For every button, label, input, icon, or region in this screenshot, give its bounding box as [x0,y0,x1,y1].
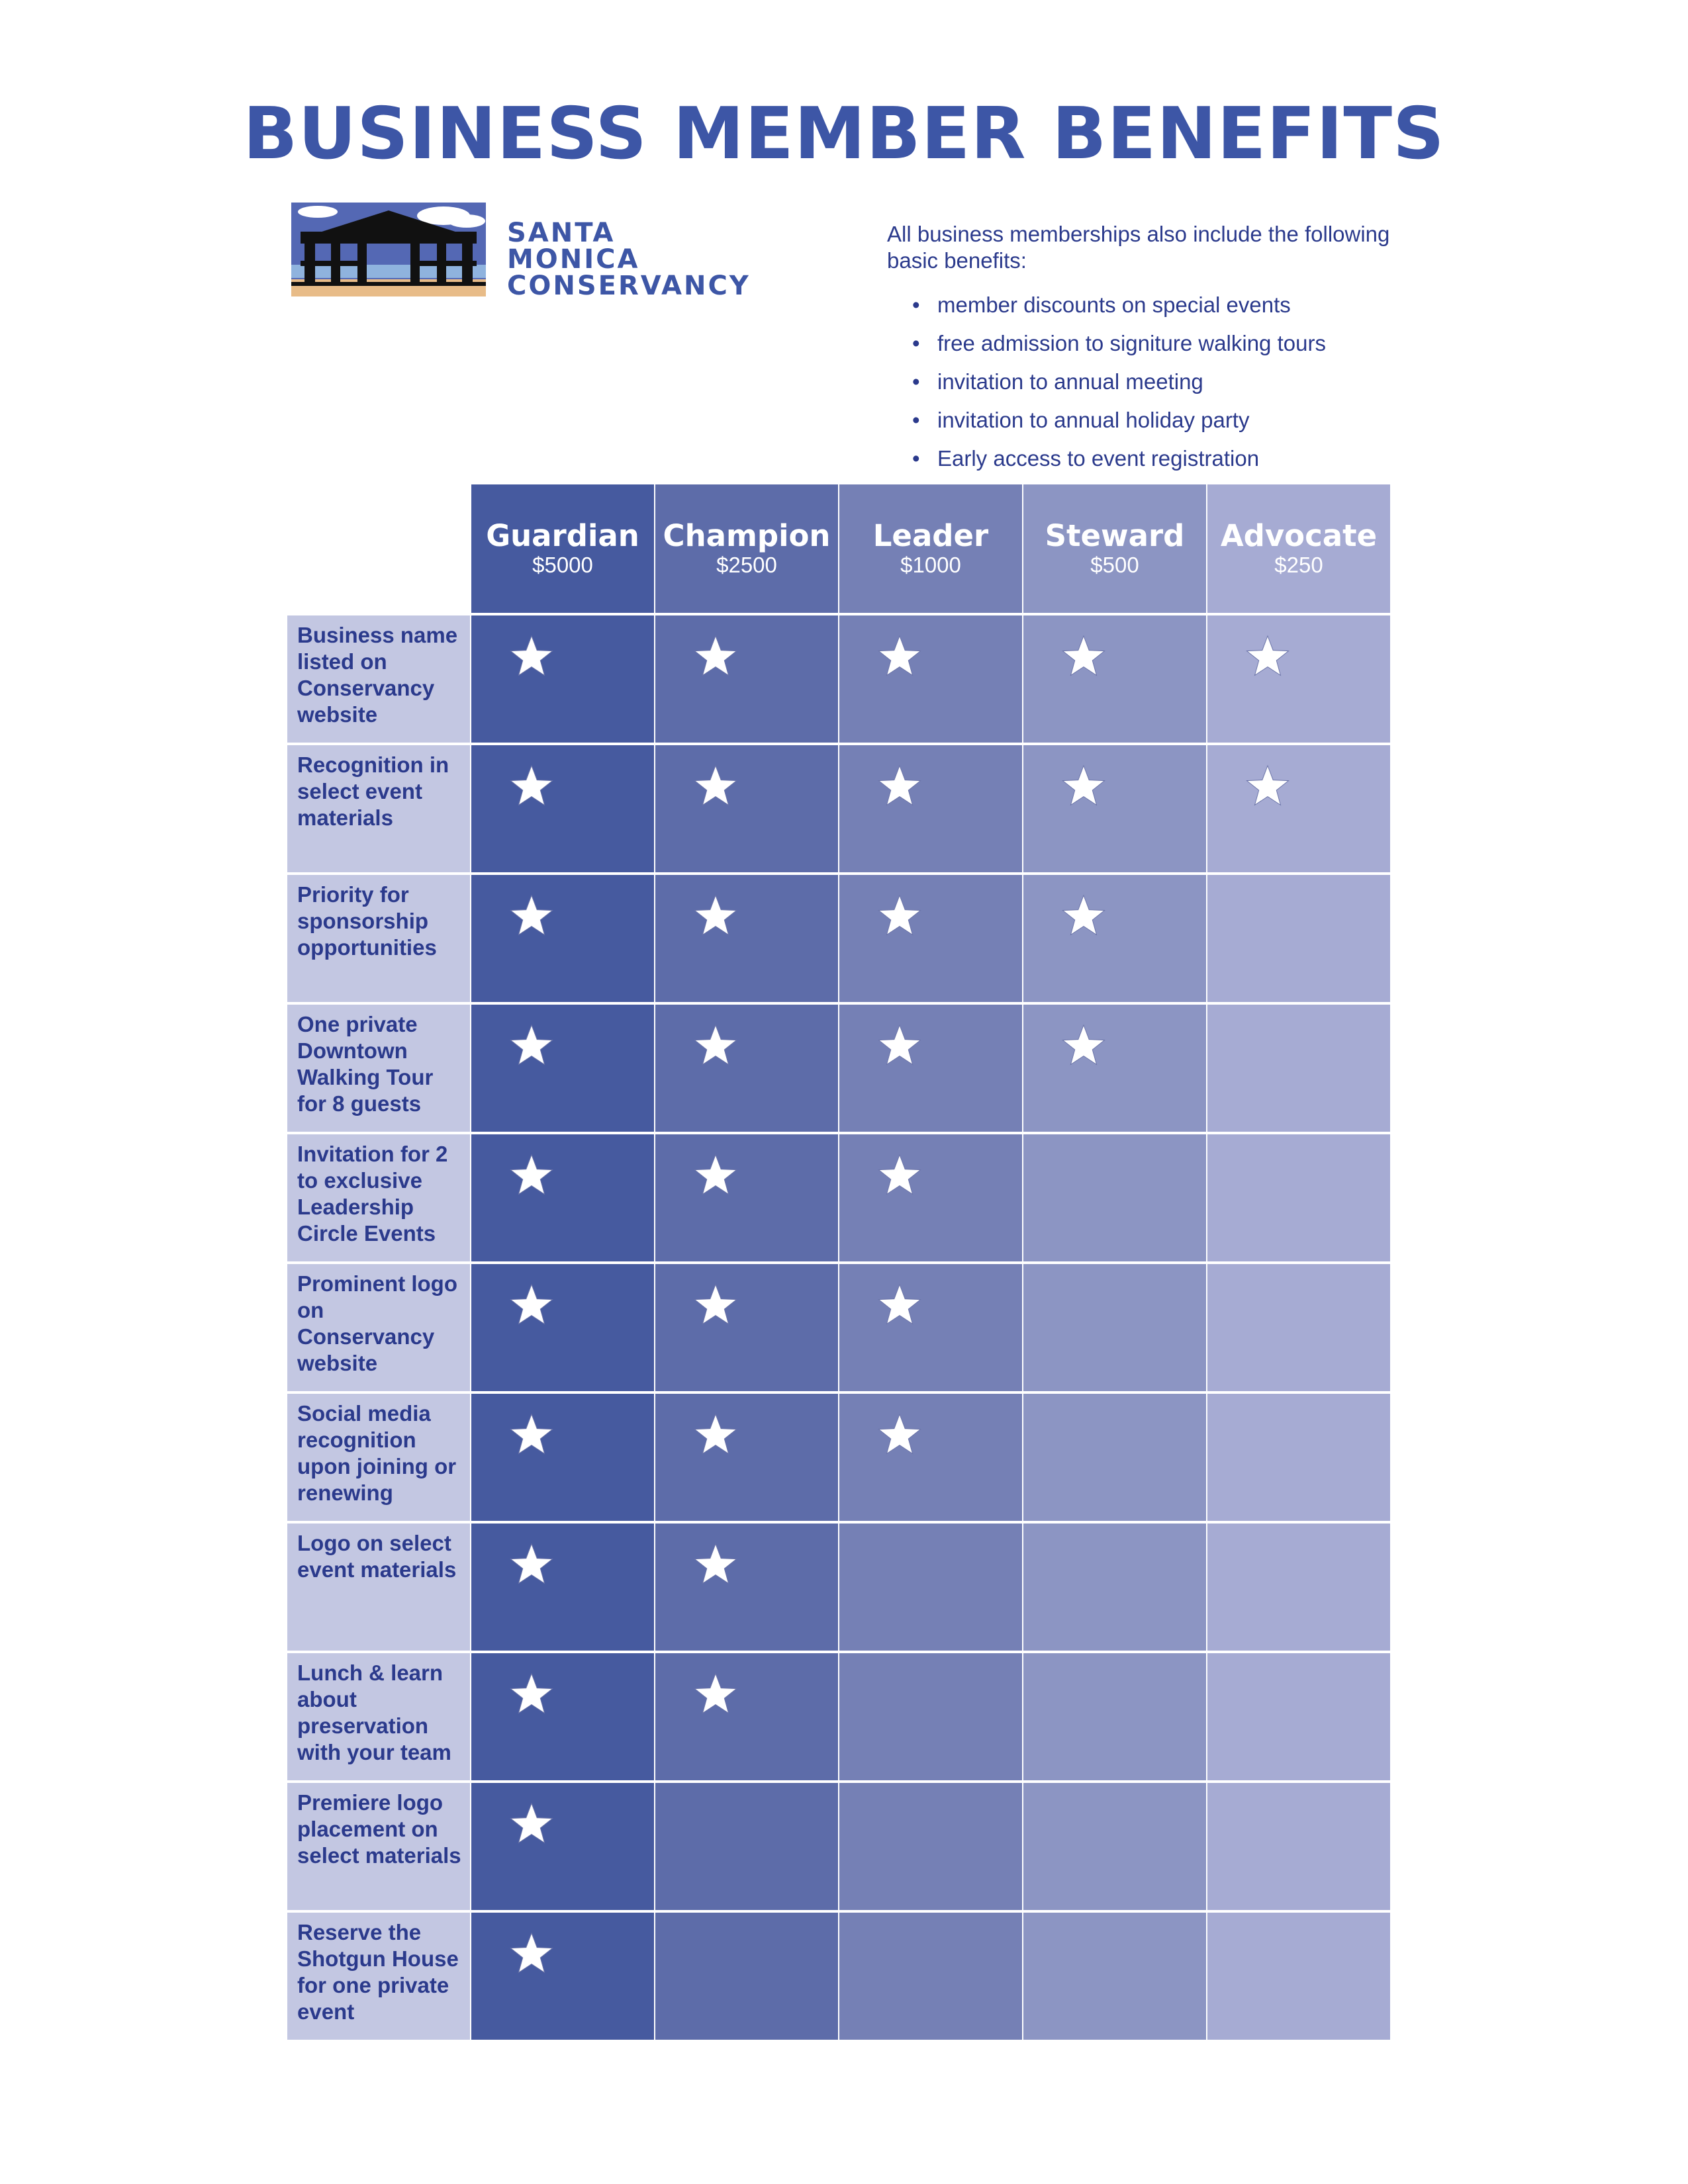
benefit-cell [655,1264,838,1391]
benefit-cell [839,1005,1022,1132]
benefit-cell [1207,1134,1390,1261]
benefit-cell [839,1524,1022,1651]
benefit-cell [1023,1524,1206,1651]
benefit-cell [1023,875,1206,1002]
star-icon [508,1412,555,1459]
benefit-label: Logo on select event materials [287,1524,470,1651]
star-icon [508,1023,555,1069]
tier-header-leader [839,484,1022,613]
benefit-cell [1207,1913,1390,2040]
star-icon [692,1672,739,1718]
star-icon [508,1153,555,1199]
benefit-label: Premiere logo placement on select materials [287,1783,470,1910]
star-icon [1244,634,1291,680]
logo-line-2: CONSERVANCY [507,271,751,301]
benefit-cell [655,875,838,1002]
benefit-cell [655,1134,838,1261]
benefits-table [287,484,1391,2066]
star-icon [1060,634,1107,680]
benefit-label: Recognition in select event materials [287,745,470,872]
benefit-cell [1207,745,1390,872]
benefit-cell [1023,1913,1206,2040]
star-icon [692,893,739,940]
basic-benefit-item: • Early access to event registration [887,439,1417,478]
page-title: BUSINESS MEMBER BENEFITS [243,93,1445,175]
benefit-cell [839,615,1022,743]
basic-benefit-item: • invitation to annual holiday party [887,401,1417,439]
benefit-cell [1023,745,1206,872]
star-icon [508,1672,555,1718]
star-icon [1060,893,1107,940]
benefit-cell [471,615,654,743]
benefit-cell [655,1394,838,1521]
tier-price: $5000 [532,553,593,577]
benefit-cell [1207,1653,1390,1780]
logo-line-1: SANTA MONICA [507,218,640,275]
benefit-cell [655,1005,838,1132]
benefit-cell [471,1524,654,1651]
star-icon [876,1412,923,1459]
star-icon [692,1283,739,1329]
star-icon [508,1283,555,1329]
star-icon [1060,764,1107,810]
star-icon [508,634,555,680]
benefit-label: Social media recognition upon joining or renewing [287,1394,470,1521]
star-icon [876,764,923,810]
benefit-cell [839,1783,1022,1910]
star-icon [1060,1023,1107,1069]
benefit-cell [655,1524,838,1651]
tier-header-guardian [471,484,654,613]
benefit-cell [655,745,838,872]
benefit-label: Invitation for 2 to exclusive Leadership Circle Events [287,1134,470,1261]
star-icon [508,893,555,940]
tier-header-steward [1023,484,1206,613]
star-icon [508,1801,555,1848]
pergola-icon [291,203,486,296]
benefit-cell [1023,615,1206,743]
benefit-cell [655,1783,838,1910]
star-icon [692,764,739,810]
benefit-label: Reserve the Shotgun House for one private event [287,1913,470,2040]
benefit-label: Priority for sponsorship opportunities [287,875,470,1002]
basic-benefit-item: • invitation to annual meeting [887,363,1417,401]
tier-price: $250 [1274,553,1323,577]
benefit-cell [1207,1524,1390,1651]
basic-benefit-item: • free admission to signiture walking tours [887,324,1417,363]
benefit-cell [471,1653,654,1780]
star-icon [508,1542,555,1588]
basic-benefits-list [887,286,1417,478]
benefit-cell [1207,615,1390,743]
conservancy-logo [291,203,751,301]
tier-name: Guardian [486,518,639,553]
benefit-cell [839,1653,1022,1780]
benefit-cell [655,615,838,743]
tier-name: Leader [872,518,989,553]
star-icon [692,634,739,680]
benefit-cell [1023,1264,1206,1391]
star-icon [692,1023,739,1069]
benefit-cell [471,745,654,872]
benefit-cell [1023,1005,1206,1132]
benefit-cell [471,1005,654,1132]
star-icon [876,1023,923,1069]
benefit-cell [1207,1005,1390,1132]
benefit-cell [471,1783,654,1910]
tier-name: Champion [663,518,831,553]
benefit-cell [1023,1394,1206,1521]
benefit-cell [839,1264,1022,1391]
star-icon [1244,764,1291,810]
tier-price: $1000 [900,553,961,577]
benefit-cell [471,1394,654,1521]
benefit-cell [471,1264,654,1391]
logo-wordmark [507,220,751,299]
basic-benefit-item: • member discounts on special events [887,286,1417,324]
basic-benefits-intro: All business memberships also include the following basic benefits: [887,222,1390,273]
star-icon [508,1931,555,1978]
benefit-cell [1207,875,1390,1002]
star-icon [876,1153,923,1199]
benefit-cell [1207,1264,1390,1391]
benefit-cell [839,745,1022,872]
benefit-cell [839,875,1022,1002]
benefit-cell [1023,1783,1206,1910]
benefit-cell [655,1653,838,1780]
tier-name: Steward [1045,518,1185,553]
benefit-cell [1207,1394,1390,1521]
tier-price: $2500 [716,553,777,577]
star-icon [692,1412,739,1459]
benefit-cell [655,1913,838,2040]
star-icon [876,634,923,680]
star-icon [508,764,555,810]
benefit-cell [839,1394,1022,1521]
benefit-cell [471,1134,654,1261]
benefit-cell [1023,1134,1206,1261]
basic-benefits [887,221,1417,478]
benefit-cell [471,1913,654,2040]
benefit-cell [471,875,654,1002]
tier-header-champion [655,484,838,613]
star-icon [692,1153,739,1199]
tier-header-advocate [1207,484,1390,613]
benefit-label: One private Downtown Walking Tour for 8 guests [287,1005,470,1132]
tier-name: Advocate [1220,518,1378,553]
benefit-cell [1023,1653,1206,1780]
star-icon [876,1283,923,1329]
benefit-label: Business name listed on Conservancy website [287,615,470,743]
benefit-label: Prominent logo on Conservancy website [287,1264,470,1391]
benefit-cell [1207,1783,1390,1910]
benefit-cell [839,1134,1022,1261]
benefit-cell [839,1913,1022,2040]
tier-price: $500 [1090,553,1139,577]
benefit-label: Lunch & learn about preservation with your team [287,1653,470,1780]
star-icon [876,893,923,940]
star-icon [692,1542,739,1588]
